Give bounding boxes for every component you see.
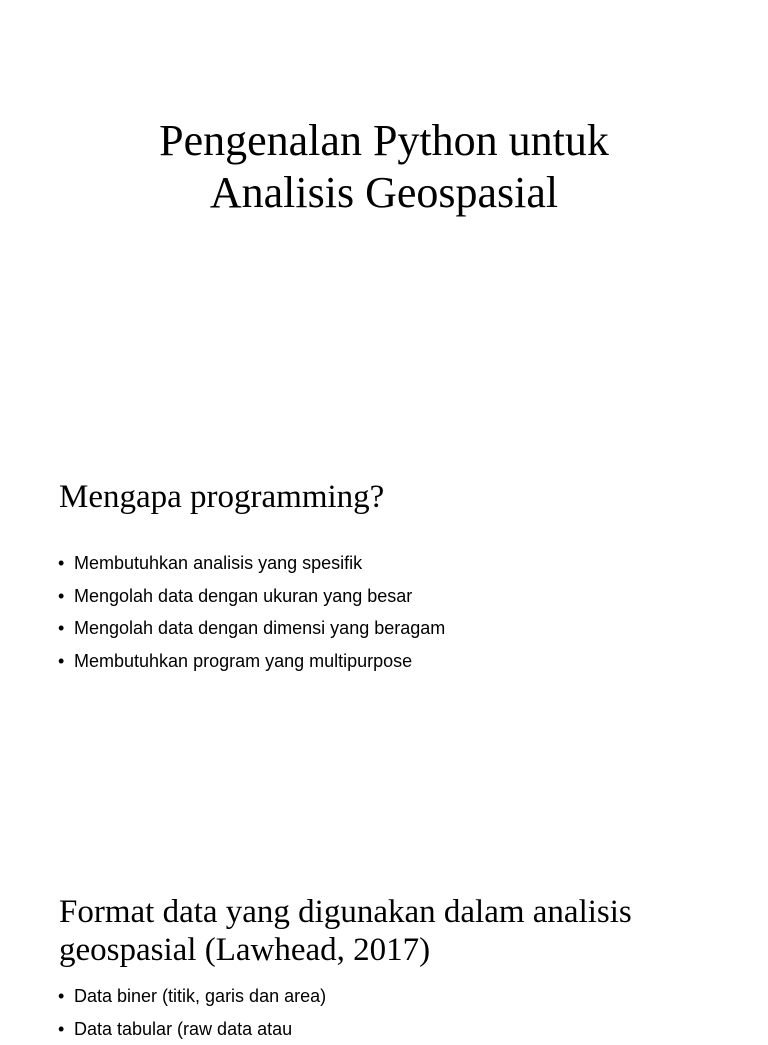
slide-title [0,0,768,440]
list-item-text: Mengolah data dengan ukuran yang besar [74,586,412,606]
list-item-text: Data tabular (raw data atau [74,1019,292,1039]
title-line-2: Analisis Geospasial [0,167,768,219]
list-item-text: Mengolah data dengan dimensi yang beragam [74,618,445,638]
bullet-icon: • [58,645,64,678]
list-item [58,580,748,613]
list-item [58,645,748,678]
slide-heading [59,893,748,969]
bullet-icon: • [58,547,64,580]
presentation-title [0,115,768,219]
title-line-1: Pengenalan Python untuk [0,115,768,167]
list-item-text: Membutuhkan program yang multipurpose [74,651,412,671]
list-item [58,980,748,1013]
slide-data-formats [0,860,768,1024]
bullet-list [58,547,748,677]
heading-line-1: Mengapa programming? [59,478,748,516]
list-item-text: Membutuhkan analisis yang spesifik [74,553,362,573]
heading-line-2: geospasial (Lawhead, 2017) [59,931,748,969]
bullet-list [58,980,748,1045]
bullet-icon: • [58,980,64,1013]
list-item-text: Data biner (titik, garis dan area) [74,986,326,1006]
bullet-icon: • [58,580,64,613]
heading-line-1: Format data yang digunakan dalam analisis [59,893,748,931]
list-item [58,547,748,580]
bullet-icon: • [58,612,64,645]
slide-heading [59,478,748,516]
list-item [58,612,748,645]
slide-why-programming [0,440,768,860]
list-item [58,1013,748,1045]
bullet-icon: • [58,1013,64,1045]
